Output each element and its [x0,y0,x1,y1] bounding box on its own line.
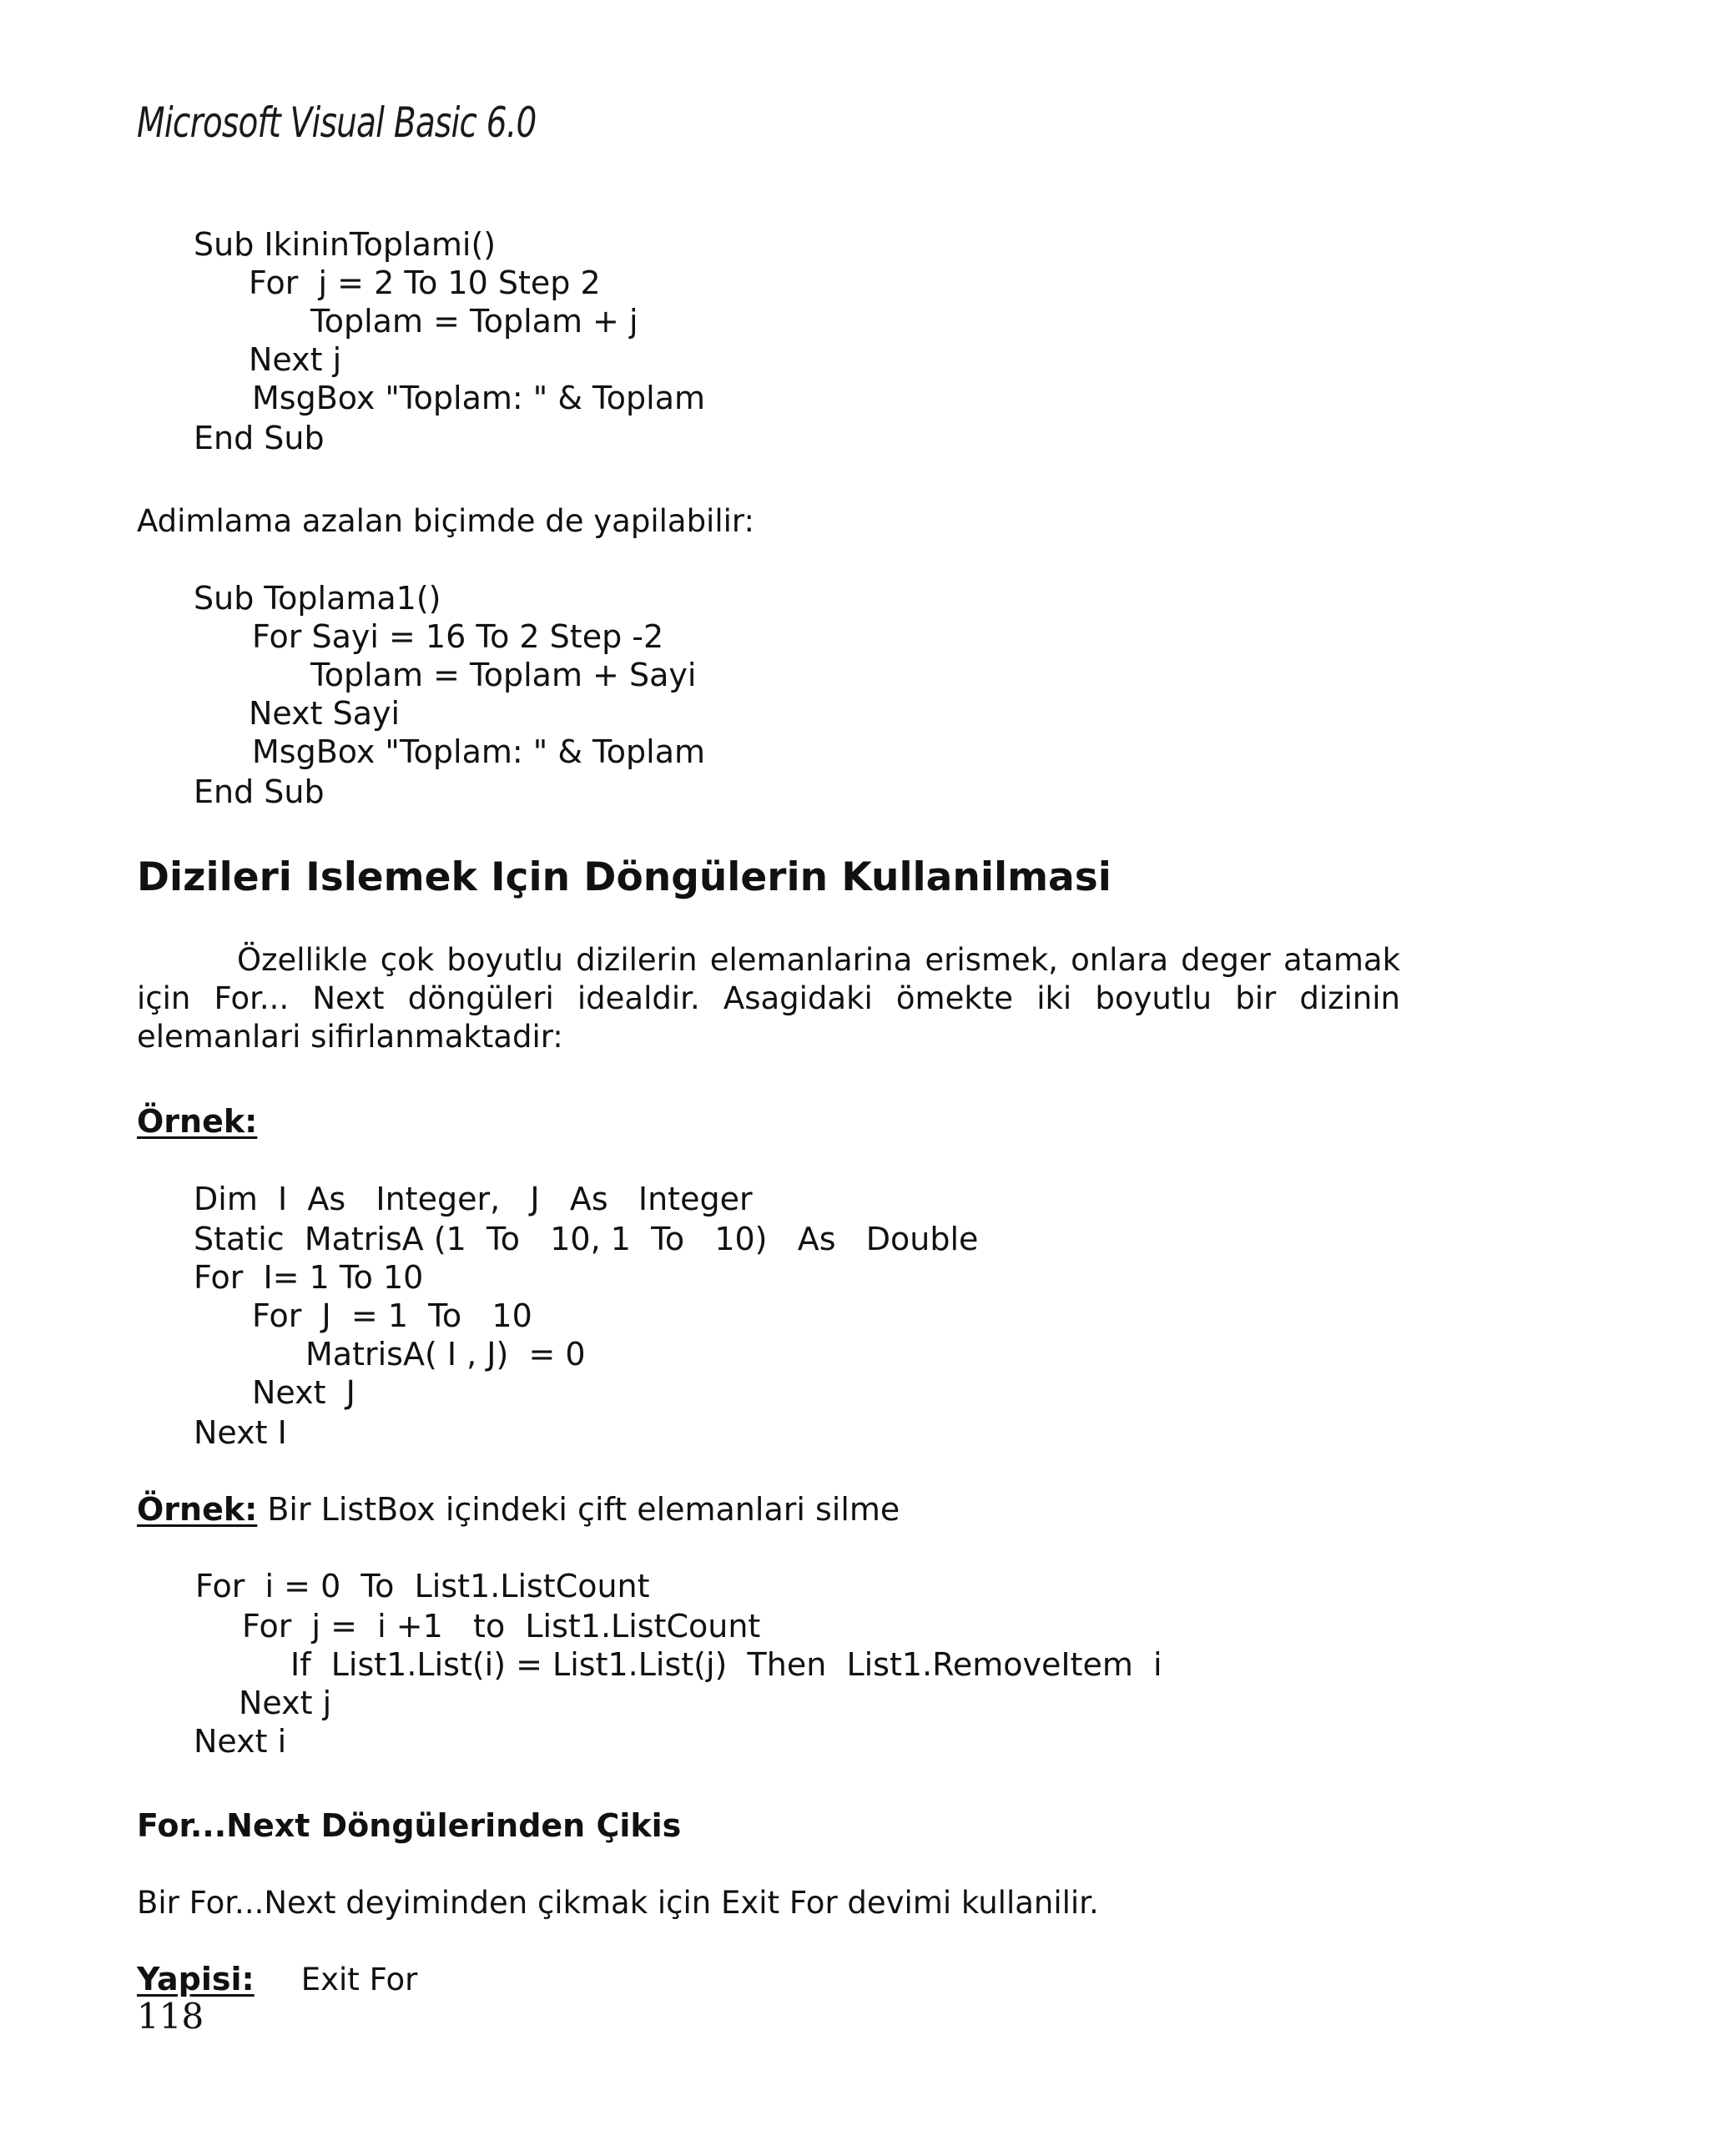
paragraph [137,941,1400,1056]
example-label: Örnek: [137,1103,258,1140]
code-line: For j = 2 To 10 Step 2 [249,264,601,301]
syntax-label: Yapisi: [137,1961,255,1997]
code-line: Toplam = Toplam + Sayi [310,657,697,693]
code-line: Toplam = Toplam + j [310,303,638,340]
code-line: For j = i +1 to List1.ListCount [242,1608,761,1645]
example-heading [137,1490,900,1529]
code-line: For i = 0 To List1.ListCount [195,1568,650,1604]
exit-text: Bir For...Next deyiminden çikmak için Exit For devimi kullanilir. [137,1885,1099,1921]
section-title: Dizileri Islemek Için Döngülerin Kullanilmasi [137,854,1112,900]
code-line: MsgBox "Toplam: " & Toplam [252,380,706,416]
syntax-line [137,1961,417,1999]
code-line: For J = 1 To 10 [252,1297,532,1334]
code-line: Next j [239,1685,332,1721]
paragraph-text: Özellikle çok boyutlu dizilerin elemanlarina erismek, onlara deger atamak için For... Next döngüleri idealdir. Asagidaki ömekte iki boyutlu bir dizinin elemanlari sifirlanmaktadir: [137,942,1400,1055]
intro-text: Adimlama azalan biçimde de yapilabilir: [137,503,754,539]
example-label: Örnek: [137,1491,258,1528]
code-line: Sub IkininToplami() [194,226,497,263]
code-line: End Sub [194,420,325,456]
code-line: MatrisA( I , J) = 0 [305,1336,586,1373]
code-line: Sub Toplama1() [194,580,441,617]
code-line: Next j [249,341,342,378]
code-line: End Sub [194,773,325,810]
code-line: Next Sayi [249,695,401,732]
code-line: Next I [194,1414,287,1451]
code-line: For I= 1 To 10 [194,1259,424,1296]
code-line: If List1.List(i) = List1.List(j) Then List1.RemoveItem i [290,1646,1162,1683]
code-line: Static MatrisA (1 To 10, 1 To 10) As Double [194,1221,979,1257]
running-header: Microsoft Visual Basic 6.0 [137,98,537,147]
code-line: Dim I As Integer, J As Integer [194,1181,753,1217]
code-line: Next J [252,1374,355,1411]
subsection-title: For...Next Döngülerinden Çikis [137,1807,682,1844]
example-description: Bir ListBox içindeki çift elemanlari silme [267,1491,900,1528]
code-line: For Sayi = 16 To 2 Step -2 [252,618,664,655]
syntax-value: Exit For [300,1962,418,1997]
page-number: 118 [137,1996,204,2037]
code-line: MsgBox "Toplam: " & Toplam [252,733,706,770]
code-line: Next i [194,1723,287,1760]
